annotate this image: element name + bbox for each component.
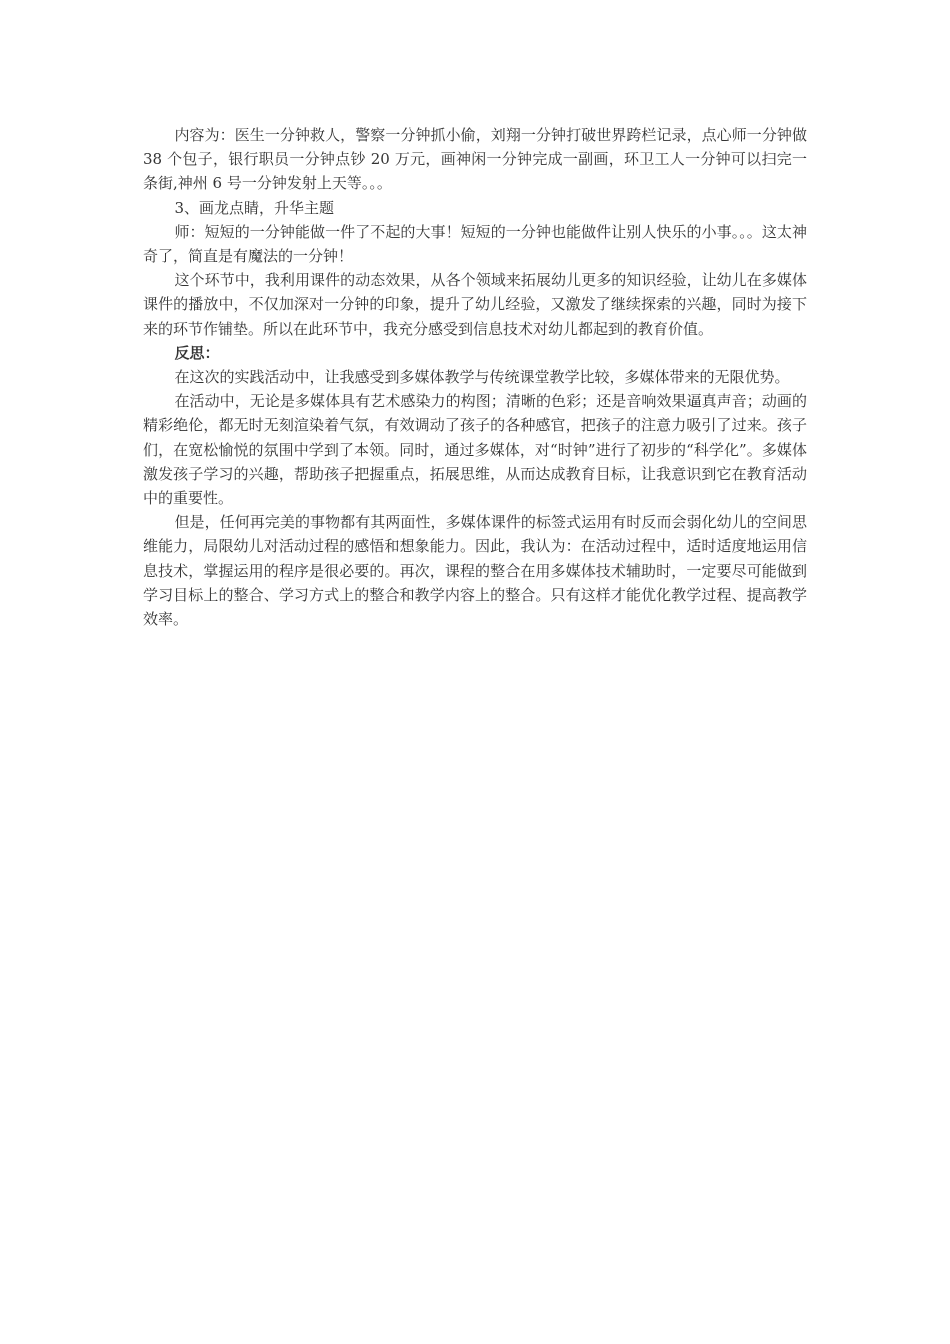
paragraph-examples: 内容为：医生一分钟救人，警察一分钟抓小偷，刘翔一分钟打破世界跨栏记录，点心师一分钟做 38 个包子，银行职员一分钟点钞 20 万元，画神闲一分钟完成一副画，环卫工人一分钟可以扫完一条街,神州 6 号一分钟发射上天等。。。 (143, 126, 807, 193)
paragraph-teacher-quote: 师：短短的一分钟能做一件了不起的大事！短短的一分钟也能做件让别人快乐的小事。。。这太神奇了，简直是有魔法的一分钟！ (143, 222, 807, 266)
reflection-heading: 反思： (174, 343, 220, 362)
paragraph-reflection-limitations: 但是，任何再完美的事物都有其两面性，多媒体课件的标签式运用有时反而会弱化幼儿的空间思维能力，局限幼儿对活动过程的感悟和想象能力。因此，我认为：在活动过程中，适时适度地运用信息技术，掌握运用的程序是很必要的。再次，课程的整合在用多媒体技术辅助时，一定要尽可能做到学习目标上的整合、学习方式上的整合和教学内容上的整合。只有这样才能优化教学过程、提高教学效率。 (143, 513, 807, 629)
paragraph-reflection-benefits: 在活动中，无论是多媒体具有艺术感染力的构图；清晰的色彩；还是音响效果逼真声音；动画的精彩绝伦，都无时无刻渲染着气氛，有效调动了孩子的各种感官，把孩子的注意力吸引了过来。孩子们，在宽松愉悦的氛围中学到了本领。同时，通过多媒体，对“时钟”进行了初步的“科学化”。多媒体激发孩子学习的兴趣，帮助孩子把握重点，拓展思维，从而达成教育目标，让我意识到它在教育活动中的重要性。 (143, 392, 807, 508)
paragraph-reflection-intro: 在这次的实践活动中，让我感受到多媒体教学与传统课堂教学比较，多媒体带来的无限优势。 (174, 368, 790, 387)
paragraph-segment-analysis: 这个环节中，我利用课件的动态效果，从各个领域来拓展幼儿更多的知识经验，让幼儿在多媒体课件的播放中，不仅加深对一分钟的印象，提升了幼儿经验，又激发了继续探索的兴趣，同时为接下来的环节作铺垫。所以在此环节中，我充分感受到信息技术对幼儿都起到的教育价值。 (143, 271, 807, 338)
document-body (143, 123, 807, 631)
section-heading: 3、画龙点睛，升华主题 (174, 198, 335, 217)
